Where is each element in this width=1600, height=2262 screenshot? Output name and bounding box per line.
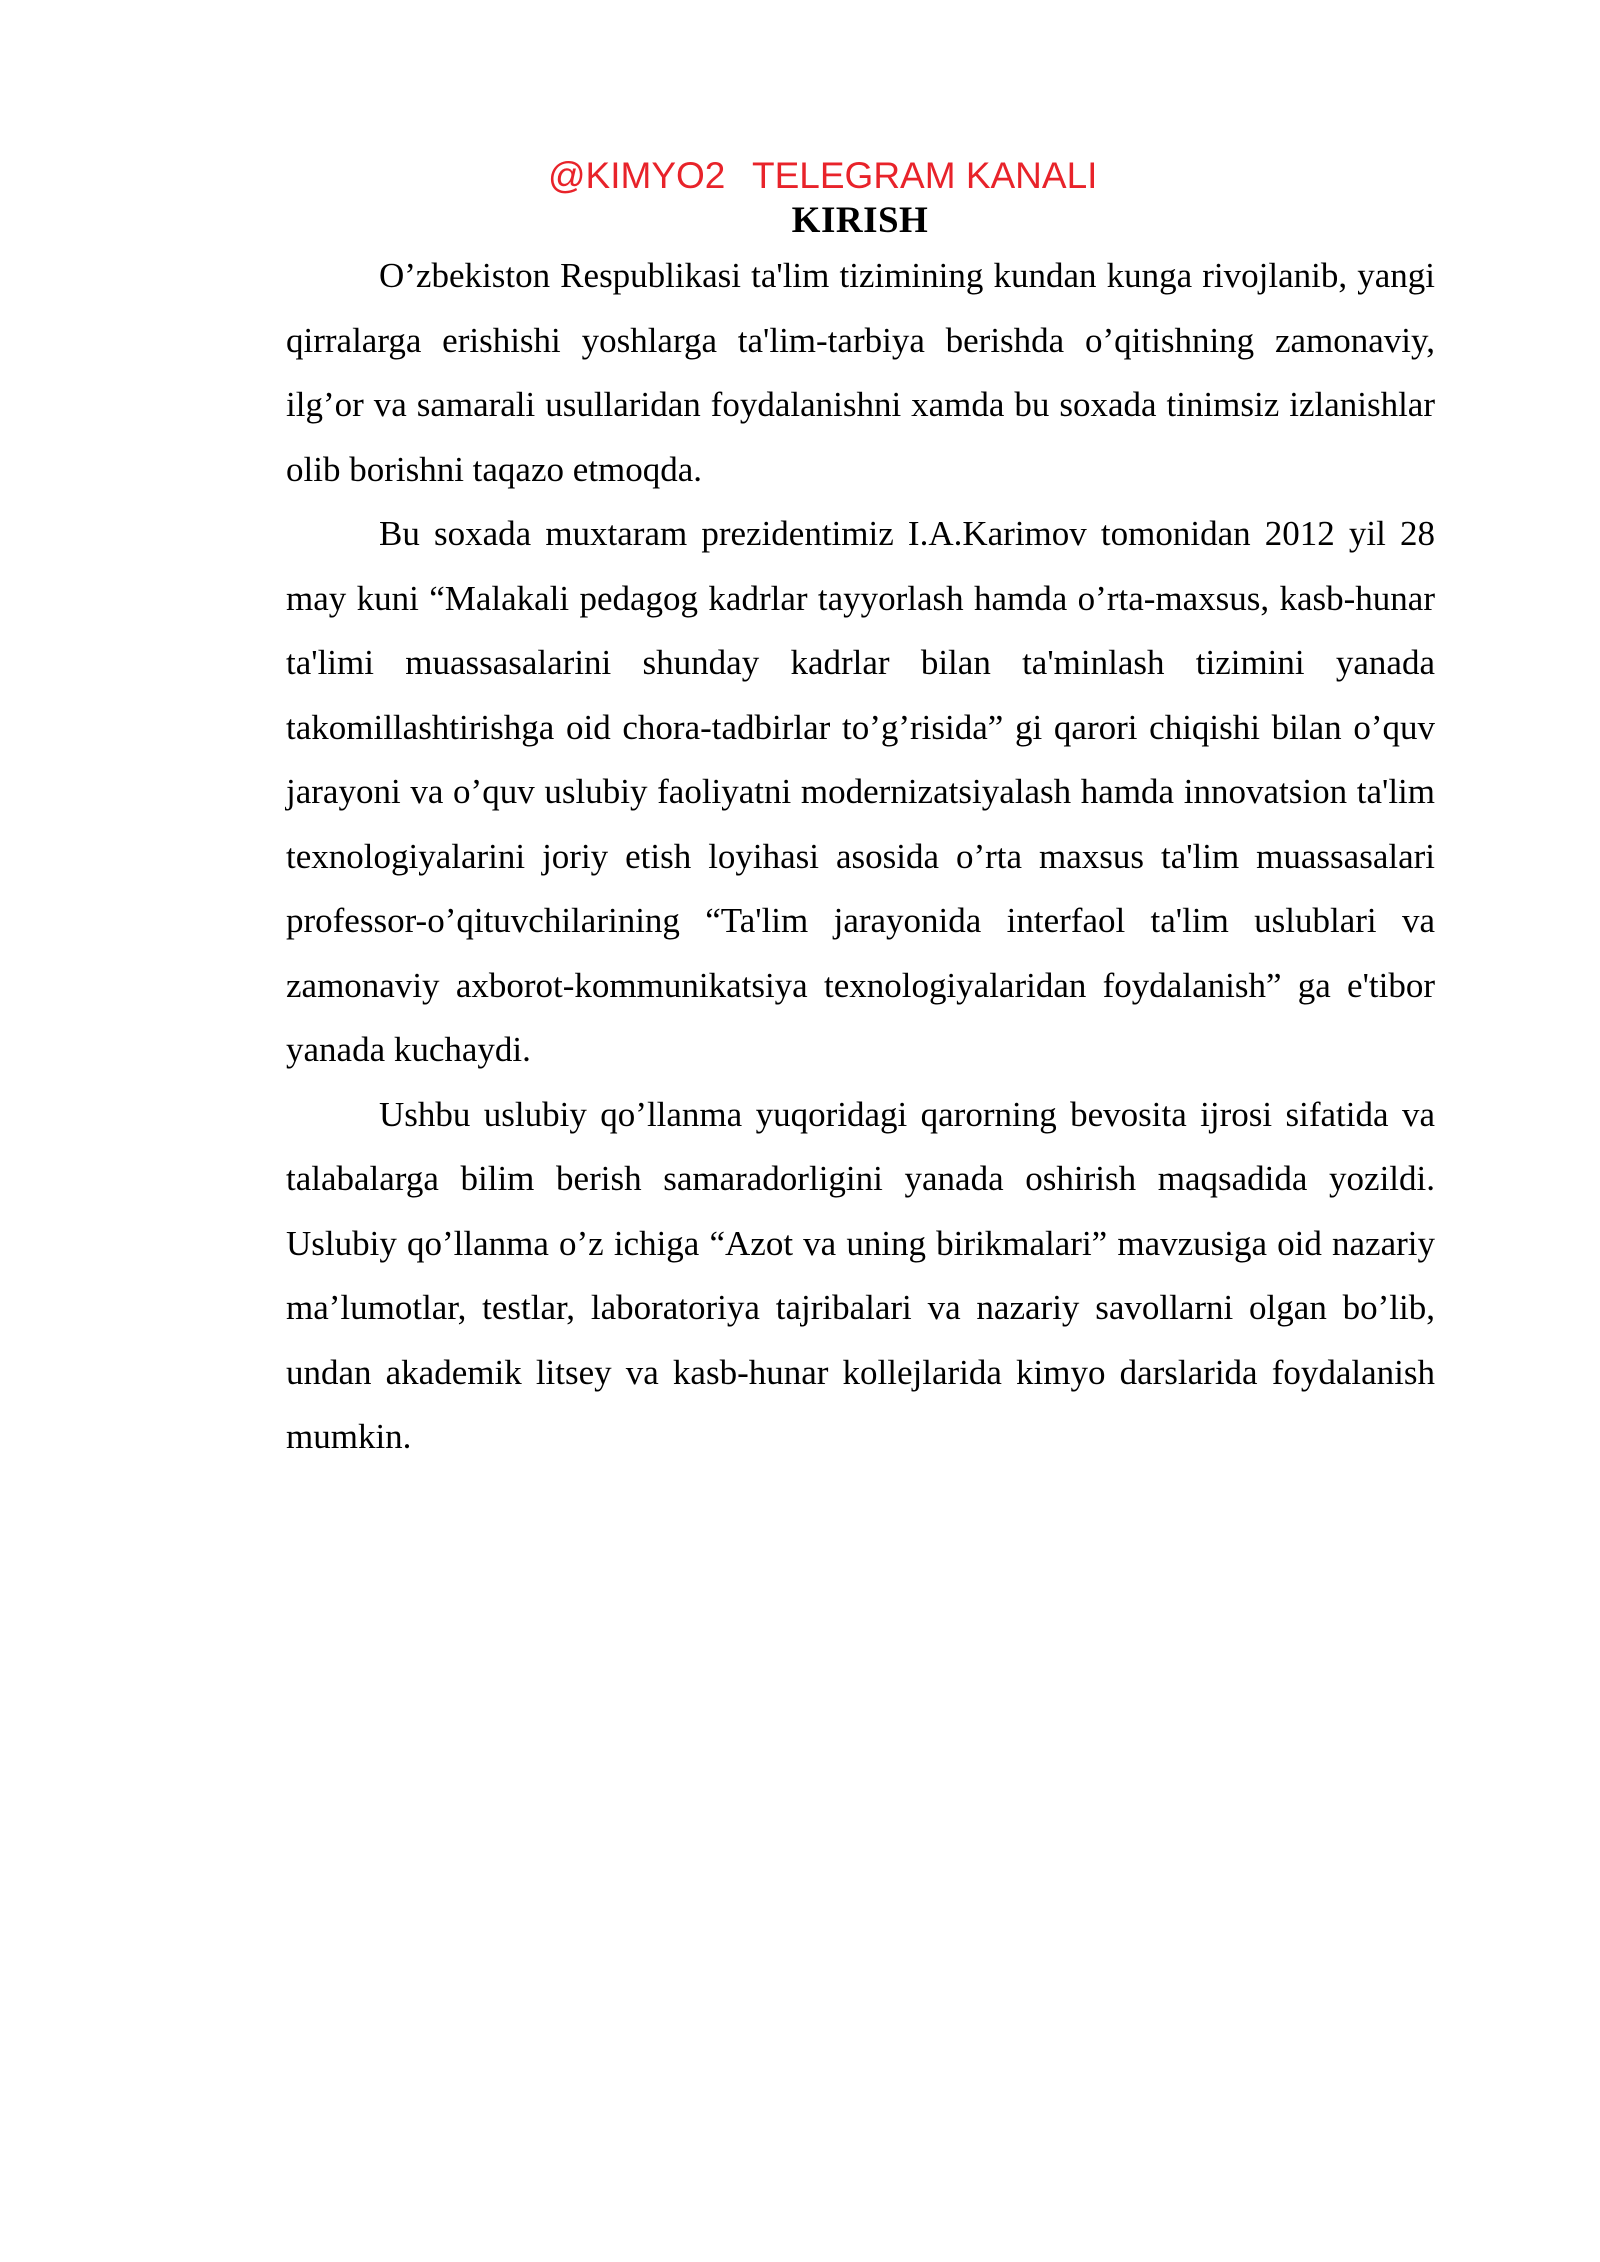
paragraph-3: Ushbu uslubiy qo’llanma yuqoridagi qarorning bevosita ijrosi sifatida va talabalarga bilim berish samaradorligini yanada oshirish maqsadida yozildi. Uslubiy qo’llanma o’z ichiga “Azot va uning birikmalari” mavzusiga oid nazariy ma’lumotlar, testlar, laboratoriya tajribalari va nazariy savollarni olgan bo’lib, undan akademik litsey va kasb-hunar kollejlarida kimyo darslarida foydalanish mumkin. bbox=[286, 1094, 1435, 1456]
paragraph-1: O’zbekiston Respublikasi ta'lim tizimining kundan kunga rivojlanib, yangi qirralarga erishishi yoshlarga ta'lim-tarbiya berishda o’qitishning zamonaviy, ilg’or va samarali usullaridan foydalanishni xamda bu soxada tinimsiz izlanishlar olib borishni taqazo etmoqda. bbox=[286, 256, 1435, 489]
channel-label: TELEGRAM KANALI bbox=[752, 155, 1098, 196]
section-title: KIRISH bbox=[791, 200, 929, 241]
document-body bbox=[286, 244, 1435, 1470]
telegram-channel-header bbox=[0, 148, 1600, 204]
paragraph-2: Bu soxada muxtaram prezidentimiz I.A.Karimov tomonidan 2012 yil 28 may kuni “Malakali pedagog kadrlar tayyorlash hamda o’rta-maxsus, kasb-hunar ta'limi muassasalarini shunday kadrlar bilan ta'minlash tizimini yanada takomillashtirishga oid chora-tadbirlar to’g’risida” gi qarori chiqishi bilan o’quv jarayoni va o’quv uslubiy faoliyatni modernizatsiyalash hamda innovatsion ta'lim texnologiyalarini joriy etish loyihasi asosida o’rta maxsus ta'lim muassasalari professor-o’qituvchilarining “Ta'lim jarayonida interfaol ta'lim uslublari va zamonaviy axborot-kommunikatsiya texnologiyalaridan foydalanish” ga e'tibor yanada kuchaydi. bbox=[286, 514, 1435, 1069]
channel-handle: @KIMYO2 bbox=[548, 155, 726, 196]
